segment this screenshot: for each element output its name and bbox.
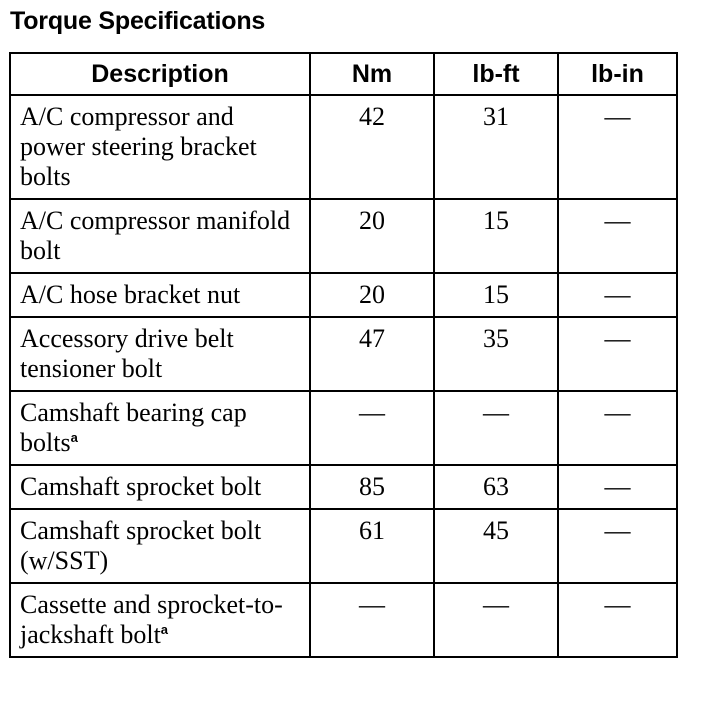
lb-ft-value-cell: 15 bbox=[434, 273, 558, 317]
nm-value-cell: 20 bbox=[310, 273, 434, 317]
lb-in-value-cell: — bbox=[558, 465, 677, 509]
description-cell bbox=[10, 95, 310, 199]
torque-specifications-table bbox=[9, 52, 678, 658]
lb-in-value-cell: — bbox=[558, 509, 677, 583]
description-text: Accessory drive belt tensioner bolt bbox=[20, 324, 234, 383]
lb-ft-value-cell: 15 bbox=[434, 199, 558, 273]
table-row bbox=[10, 273, 677, 317]
description-cell bbox=[10, 317, 310, 391]
table-row bbox=[10, 583, 677, 657]
lb-in-value-cell: — bbox=[558, 317, 677, 391]
description-text: A/C hose bracket nut bbox=[20, 280, 241, 309]
column-header-nm: Nm bbox=[310, 53, 434, 95]
table-row bbox=[10, 465, 677, 509]
description-cell bbox=[10, 199, 310, 273]
description-cell bbox=[10, 583, 310, 657]
lb-in-value-cell: — bbox=[558, 273, 677, 317]
footnote-marker: a bbox=[70, 430, 78, 445]
description-text: Camshaft bearing cap bolts bbox=[20, 398, 247, 457]
table-row bbox=[10, 317, 677, 391]
description-text: A/C compressor manifold bolt bbox=[20, 206, 291, 265]
lb-ft-value-cell: 45 bbox=[434, 509, 558, 583]
nm-value-cell: 61 bbox=[310, 509, 434, 583]
header-row bbox=[10, 53, 677, 95]
lb-in-value-cell: — bbox=[558, 199, 677, 273]
table-row bbox=[10, 391, 677, 465]
table-row bbox=[10, 199, 677, 273]
lb-ft-value-cell: — bbox=[434, 583, 558, 657]
lb-in-value-cell: — bbox=[558, 95, 677, 199]
lb-in-value-cell: — bbox=[558, 583, 677, 657]
column-header-lb-in: lb-in bbox=[558, 53, 677, 95]
description-text: Camshaft sprocket bolt bbox=[20, 472, 262, 501]
description-cell bbox=[10, 509, 310, 583]
table-row bbox=[10, 509, 677, 583]
description-text: Camshaft sprocket bolt (w/SST) bbox=[20, 516, 262, 575]
nm-value-cell: — bbox=[310, 583, 434, 657]
page-title: Torque Specifications bbox=[10, 7, 266, 35]
lb-ft-value-cell: 31 bbox=[434, 95, 558, 199]
column-header-description: Description bbox=[10, 53, 310, 95]
nm-value-cell: 42 bbox=[310, 95, 434, 199]
description-cell bbox=[10, 391, 310, 465]
lb-ft-value-cell: 63 bbox=[434, 465, 558, 509]
nm-value-cell: 85 bbox=[310, 465, 434, 509]
description-text: A/C compressor and power steering bracket bolts bbox=[20, 102, 257, 191]
lb-ft-value-cell: — bbox=[434, 391, 558, 465]
description-cell bbox=[10, 465, 310, 509]
description-cell bbox=[10, 273, 310, 317]
lb-ft-value-cell: 35 bbox=[434, 317, 558, 391]
column-header-lb-ft: lb-ft bbox=[434, 53, 558, 95]
description-text: Cassette and sprocket-to-jackshaft bolt bbox=[20, 590, 283, 649]
nm-value-cell: 20 bbox=[310, 199, 434, 273]
lb-in-value-cell: — bbox=[558, 391, 677, 465]
nm-value-cell: — bbox=[310, 391, 434, 465]
nm-value-cell: 47 bbox=[310, 317, 434, 391]
footnote-marker: a bbox=[160, 622, 169, 637]
table-row bbox=[10, 95, 677, 199]
